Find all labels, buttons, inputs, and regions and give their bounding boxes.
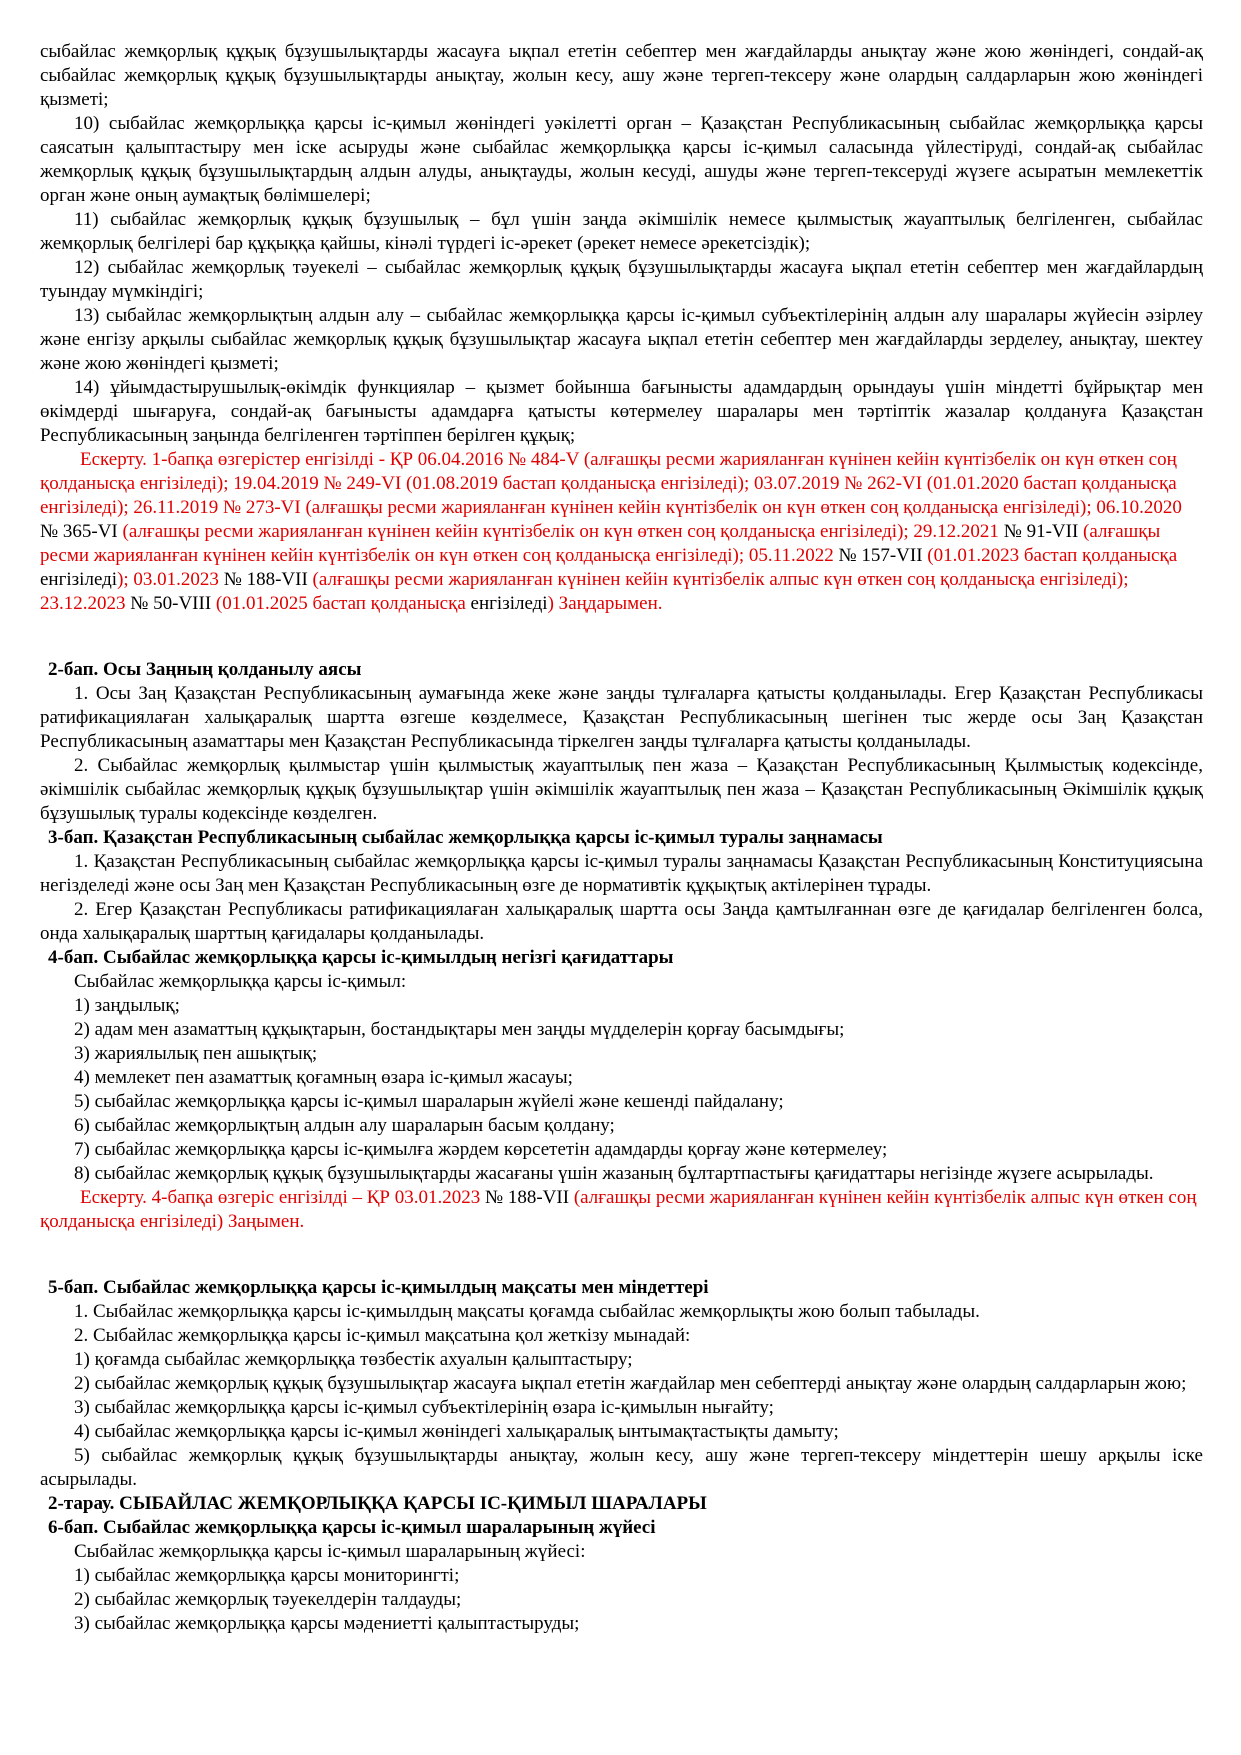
- paragraph: [40, 112, 1203, 208]
- text-run: 6) сыбайлас жемқорлықтың алдын алу шараларын басым қолдану;: [74, 1115, 615, 1136]
- paragraph: [40, 1396, 1203, 1420]
- note-black-run: № 188-VII: [223, 569, 308, 590]
- text-run: 2) сыбайлас жемқорлық құқық бұзушылықтар жасауға ықпал ететін жағдайлар мен себептерді анықтау және олардың салдарларын жою;: [74, 1373, 1187, 1394]
- note-black-run: № 188-VII: [484, 1187, 570, 1208]
- chapter-heading: [40, 1492, 1203, 1516]
- text-run: 1. Сыбайлас жемқорлыққа қарсы іс-қимылдың мақсаты қоғамда сыбайлас жемқорлықты жою болып табылады.: [74, 1301, 980, 1322]
- article-heading: [40, 946, 1203, 970]
- paragraph: [40, 40, 1203, 112]
- text-run: 2) сыбайлас жемқорлық тәуекелдерін талдауды;: [74, 1589, 462, 1610]
- paragraph: [40, 376, 1203, 448]
- text-run: Ескерту. 1-бапқа өзгерістер енгізілді - ҚР 06.04.2016 № 484-V (алғашқы ресми жарияланған күнінен кейін күнтізбелік он күн өткен соң қолданысқа енгізіледі); 19.04.2019 № 249-VI (01.08.2019 бастап қолданысқа енгізіледі); 03.07.2019 № 262-VI (01.01.2020 бастап қолданысқа енгізіледі); 26.11.2019 № 273-VI (алғашқы ресми жарияланған күнінен кейін күнтізбелік он күн өткен соң қолданысқа енгізіледі); 06.10.2020: [40, 449, 1182, 518]
- paragraph: [40, 208, 1203, 256]
- article-heading: [40, 1516, 1203, 1540]
- amendment-note: [40, 1186, 1203, 1234]
- text-run: 4-бап. Сыбайлас жемқорлыққа қарсы іс-қимылдың негізгі қағидаттары: [48, 947, 674, 968]
- paragraph: [40, 1300, 1203, 1324]
- text-run: 1) қоғамда сыбайлас жемқорлыққа төзбестік ахуалын қалыптастыру;: [74, 1349, 633, 1370]
- paragraph: [40, 256, 1203, 304]
- amendment-note: [40, 448, 1203, 616]
- paragraph: [40, 1564, 1203, 1588]
- text-run: 6-бап. Сыбайлас жемқорлыққа қарсы іс-қимыл шараларының жүйесі: [48, 1517, 656, 1538]
- text-run: 1) сыбайлас жемқорлыққа қарсы мониторингті;: [74, 1565, 460, 1586]
- text-run: Сыбайлас жемқорлыққа қарсы іс-қимыл шараларының жүйесі:: [74, 1541, 586, 1562]
- document-body: [40, 40, 1203, 1636]
- text-run: сыбайлас жемқорлық құқық бұзушылықтарды жасауға ықпал ететін себептер мен жағдайларды анықтау және жою жөніндегі, сондай-ақ сыбайлас жемқорлық құқық бұзушылықтарды анықтау, жолын кесу, ашу және тергеп-тексеру және олардың салдарларын жою жөніндегі қызметі;: [40, 41, 1203, 110]
- paragraph: [40, 970, 1203, 994]
- text-run: (алғашқы ресми жарияланған күнінен кейін күнтізбелік он күн өткен соң қолданысқа енгізіледі); 29.12.2021: [117, 521, 1004, 542]
- paragraph: [40, 1540, 1203, 1564]
- text-run: 2-тарау. СЫБАЙЛАС ЖЕМҚОРЛЫҚҚА ҚАРСЫ ІС-ҚИМЫЛ ШАРАЛАРЫ: [48, 1493, 707, 1514]
- paragraph: [40, 1444, 1203, 1492]
- text-run: 4) сыбайлас жемқорлыққа қарсы іс-қимыл жөніндегі халықаралық ынтымақтастықты дамыту;: [74, 1421, 839, 1442]
- text-run: 2. Сыбайлас жемқорлық қылмыстар үшін қылмыстық жауаптылық пен жаза – Қазақстан Республикасының Қылмыстық кодексінде, әкімшілік сыбайлас жемқорлық құқық бұзушылықтар үшін әкімшілік жауаптылық пен жаза – Қазақстан Республикасының Әкімшілік құқық бұзушылық туралы кодексінде көзделген.: [40, 755, 1203, 824]
- paragraph: [40, 1372, 1203, 1396]
- note-black-run: № 91-VII: [1003, 521, 1079, 542]
- text-run: 2. Сыбайлас жемқорлыққа қарсы іс-қимыл мақсатына қол жеткізу мынадай:: [74, 1325, 691, 1346]
- paragraph: [40, 1114, 1203, 1138]
- text-run: Ескерту. 4-бапқа өзгеріс енгізілді – ҚР 03.01.2023: [80, 1187, 485, 1208]
- paragraph: [40, 1420, 1203, 1444]
- paragraph: [40, 1090, 1203, 1114]
- text-run: 8) сыбайлас жемқорлық құқық бұзушылықтарды жасағаны үшін жазаның бұлтартпастығы қағидаттары негізінде жүзеге асырылады.: [74, 1163, 1154, 1184]
- paragraph: [40, 1018, 1203, 1042]
- text-run: 4) мемлекет пен азаматтық қоғамның өзара іс-қимыл жасауы;: [74, 1067, 573, 1088]
- paragraph: [40, 1612, 1203, 1636]
- text-run: 12) сыбайлас жемқорлық тәуекелі – сыбайлас жемқорлық құқық бұзушылықтарды жасауға ықпал ететін себептер мен жағдайлардың туындау мүмкіндігі;: [40, 257, 1203, 302]
- article-heading: [40, 1276, 1203, 1300]
- text-run: 3) сыбайлас жемқорлыққа қарсы мәдениетті қалыптастыруды;: [74, 1613, 580, 1634]
- paragraph: [40, 850, 1203, 898]
- spacer: [40, 1234, 1203, 1276]
- paragraph: [40, 1066, 1203, 1090]
- text-run: 13) сыбайлас жемқорлықтың алдын алу – сыбайлас жемқорлыққа қарсы іс-қимыл субъектілерінің алдын алу шаралары жүйесін әзірлеу және енгізу арқылы сыбайлас жемқорлық құқық бұзушылықтар жасауға ықпал ететін себептер мен жағдайларды зерделеу, анықтау, шектеу және жою жөніндегі қызметі;: [40, 305, 1203, 374]
- note-black-run: № 50-VIII: [130, 593, 212, 614]
- spacer: [40, 616, 1203, 658]
- text-run: (алғашқы ресми жарияланған күнінен кейін күнтізбелік алпыс күн өткен соң қолданысқа енгізіледі); 23.12.2023: [40, 569, 1129, 614]
- text-run: 1) заңдылық;: [74, 995, 180, 1016]
- paragraph: [40, 1138, 1203, 1162]
- note-black-run: енгізіледі: [470, 593, 548, 614]
- text-run: 5-бап. Сыбайлас жемқорлыққа қарсы іс-қимылдың мақсаты мен міндеттері: [48, 1277, 709, 1298]
- text-run: ) Заңдарымен.: [547, 593, 663, 614]
- text-run: 3) жариялылық пен ашықтық;: [74, 1043, 318, 1064]
- article-heading: [40, 826, 1203, 850]
- paragraph: [40, 1588, 1203, 1612]
- text-run: Сыбайлас жемқорлыққа қарсы іс-қимыл:: [74, 971, 407, 992]
- note-black-run: енгізіледі: [40, 569, 118, 590]
- text-run: 1. Қазақстан Республикасының сыбайлас жемқорлыққа қарсы іс-қимыл туралы заңнамасы Қазақстан Республикасының Конституциясына негізделеді және осы Заң мен Қазақстан Республикасының өзге де нормативтік құқықтық актілерінен тұрады.: [40, 851, 1203, 896]
- text-run: (01.01.2023 бастап қолданысқа: [922, 545, 1178, 566]
- paragraph: [40, 754, 1203, 826]
- text-run: 10) сыбайлас жемқорлыққа қарсы іс-қимыл жөніндегі уәкілетті орган – Қазақстан Республикасының сыбайлас жемқорлыққа қарсы саясатын қалыптастыру мен іске асыруды және сыбайлас жемқорлыққа қарсы іс-қимыл саласында үйлестіруді, сондай-ақ сыбайлас жемқорлық құқық бұзушылықтардың алдын алуды, анықтауды, жолын кесуді, ашуды және тергеп-тексеруді жүзеге асыратын мемлекеттік орган және оның аумақтық бөлімшелері;: [40, 113, 1203, 206]
- article-heading: [40, 658, 1203, 682]
- text-run: 2) адам мен азаматтың құқықтарын, бостандықтары мен заңды мүдделерін қорғау басымдығы;: [74, 1019, 845, 1040]
- paragraph: [40, 1324, 1203, 1348]
- text-run: (01.01.2025 бастап қолданысқа: [211, 593, 471, 614]
- paragraph: [40, 1162, 1203, 1186]
- note-black-run: № 157-VII: [838, 545, 923, 566]
- text-run: 11) сыбайлас жемқорлық құқық бұзушылық – бұл үшін заңда әкімшілік немесе қылмыстық жауаптылық белгіленген, сыбайлас жемқорлық белгілері бар құқыққа қайшы, кінәлі түрдегі іс-әрекет (әрекет немесе әрекетсіздік);: [40, 209, 1203, 254]
- note-black-run: № 365-VI: [40, 521, 118, 542]
- text-run: (алғашқы ресми жарияланған күнінен кейін күнтізбелік алпыс күн өткен соң қолданысқа енгізіледі) Заңымен.: [40, 1187, 1197, 1232]
- text-run: 1. Осы Заң Қазақстан Республикасының аумағында жеке және заңды тұлғаларға қатысты қолданылады. Егер Қазақстан Республикасы ратификациялаған халықаралық шартта өзгеше көзделмесе, Қазақстан Республикасының шегінен тыс жерде осы Заң Қазақстан Республикасының азаматтары мен Қазақстан Республикасында тіркелген заңды тұлғаларға қатысты қолданылады.: [40, 683, 1203, 752]
- text-run: 7) сыбайлас жемқорлыққа қарсы іс-қимылға жәрдем көрсететін адамдарды қорғау және көтермелеу;: [74, 1139, 888, 1160]
- paragraph: [40, 1042, 1203, 1066]
- text-run: 3-бап. Қазақстан Республикасының сыбайлас жемқорлыққа қарсы іс-қимыл туралы заңнамасы: [48, 827, 883, 848]
- text-run: 2. Егер Қазақстан Республикасы ратификациялаған халықаралық шартта осы Заңда қамтылғаннан өзге де қағидалар белгіленген болса, онда халықаралық шарттың қағидалары қолданылады.: [40, 899, 1203, 944]
- text-run: 5) сыбайлас жемқорлық құқық бұзушылықтарды анықтау, жолын кесу, ашу және тергеп-тексеру міндеттерін шешу арқылы іске асырылады.: [40, 1445, 1203, 1490]
- text-run: 5) сыбайлас жемқорлыққа қарсы іс-қимыл шараларын жүйелі және кешенді пайдалану;: [74, 1091, 784, 1112]
- paragraph: [40, 898, 1203, 946]
- paragraph: [40, 1348, 1203, 1372]
- text-run: (алғашқы ресми жарияланған күнінен кейін күнтізбелік он күн өткен соң қолданысқа енгізіледі); 05.11.2022: [40, 521, 1161, 566]
- text-run: ); 03.01.2023: [117, 569, 224, 590]
- text-run: 3) сыбайлас жемқорлыққа қарсы іс-қимыл субъектілерінің өзара іс-қимылын нығайту;: [74, 1397, 774, 1418]
- text-run: 2-бап. Осы Заңның қолданылу аясы: [48, 659, 362, 680]
- paragraph: [40, 682, 1203, 754]
- paragraph: [40, 304, 1203, 376]
- text-run: 14) ұйымдастырушылық-өкімдік функциялар – қызмет бойынша бағынысты адамдардың орындауы үшін міндетті бұйрықтар мен өкімдерді шығаруға, сондай-ақ бағынысты адамдарға қатысты көтермелеу шаралары мен тәртіптік жазалар қолдануға Қазақстан Республикасының заңында белгіленген тәртіппен берілген құқық;: [40, 377, 1203, 446]
- paragraph: [40, 994, 1203, 1018]
